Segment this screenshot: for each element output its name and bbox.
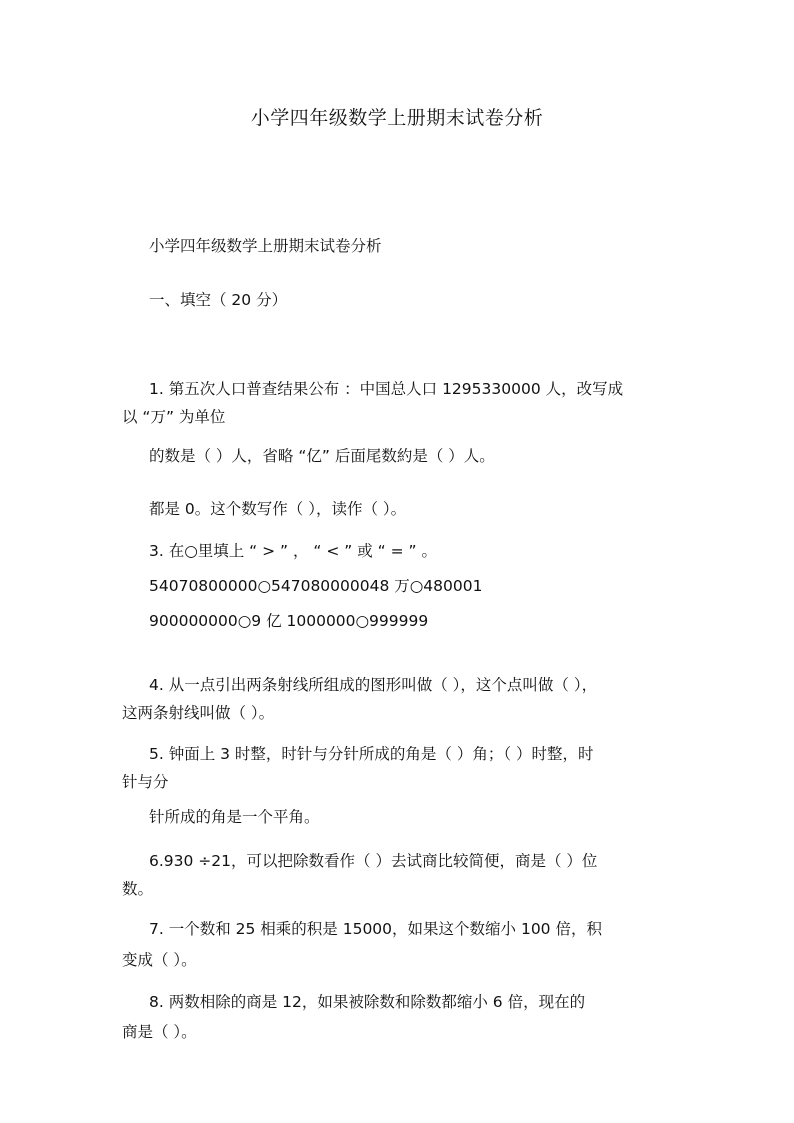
q1-line-4: 都是 0。这个数写作（ ），读作（ ）。 [149,500,407,518]
q3-line-3: 900000000○9 亿 1000000○999999 [149,612,429,630]
q4-line-2: 这两条射线叫做（ ）。 [122,704,275,722]
q5-line-1: 5. 钟面上 3 时整，时针与分针所成的角是（ ）角；（ ）时整，时 [149,745,594,763]
q1-line-2: 以 “万” 为单位 [122,408,226,426]
q8-line-1: 8. 两数相除的商是 12，如果被除数和除数都缩小 6 倍，现在的 [149,993,586,1011]
q1-line-1: 1. 第五次人口普查结果公布 ：中国总人口 1295330000 人，改写成 [149,380,624,398]
q5-line-2: 针与分 [122,773,169,791]
section-heading: 一、填空（ 20 分） [149,291,288,309]
q8-line-2: 商是（ ）。 [122,1023,197,1041]
q5-line-3: 针所成的角是一个平角。 [149,808,320,826]
q1-line-3: 的数是（ ）人，省略 “亿” 后面尾数約是（ ）人。 [149,447,495,465]
q3-line-2: 54070800000○547080000048 万○480001 [149,577,483,595]
subtitle: 小学四年级数学上册期末试卷分析 [149,237,382,255]
q7-line-1: 7. 一个数和 25 相乘的积是 15000，如果这个数缩小 100 倍，积 [149,920,602,938]
q6-line-1: 6.930 ÷21，可以把除数看作（ ）去试商比较简便，商是（ ）位 [149,852,598,870]
q4-line-1: 4. 从一点引出两条射线所组成的图形叫做（ ），这个点叫做（ ）， [149,676,598,694]
q6-line-2: 数。 [122,880,154,898]
page-title: 小学四年级数学上册期末试卷分析 [250,107,544,129]
q7-line-2: 变成（ ）。 [122,951,197,969]
q3-line-1: 3. 在○里填上 “ > ” ， “ < ” 或 “ = ” 。 [149,542,438,560]
